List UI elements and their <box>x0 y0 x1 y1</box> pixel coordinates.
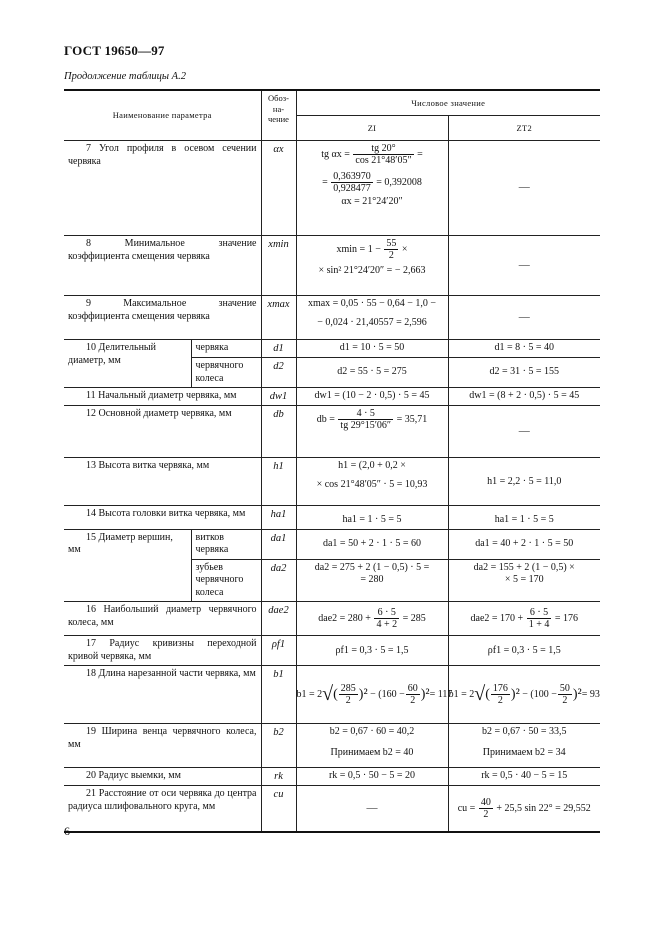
sqrt-icon: √ <box>322 683 334 706</box>
z1-value <box>296 666 453 724</box>
fraction <box>527 607 552 631</box>
formula-part: = 285 <box>402 613 426 625</box>
param-symbol: cu <box>261 786 296 832</box>
param-symbol: dae2 <box>261 602 296 636</box>
z1-value: — <box>296 786 448 832</box>
column-header-symbol: Обоз- на- чение <box>261 90 296 141</box>
column-header-z1: ZI <box>296 116 448 141</box>
formula-line: × 5 = 170 <box>504 574 544 586</box>
fraction <box>338 408 393 432</box>
column-header-zt2: ZT2 <box>448 116 600 141</box>
formula-part: dae2 = 170 + <box>470 613 524 625</box>
z1-value: d1 = 10 · 5 = 50 <box>296 340 448 358</box>
sqrt-icon: √ <box>474 683 486 706</box>
z1-value: da1 = 50 + 2 · 1 · 5 = 60 <box>296 529 448 559</box>
param-name: 14 Высота головки витка червяка, мм <box>64 506 261 530</box>
table-row <box>64 602 600 636</box>
table-row <box>64 236 600 296</box>
zt2-value: rk = 0,5 · 40 − 5 = 15 <box>448 768 600 786</box>
zt2-value <box>448 602 600 636</box>
param-symbol: da2 <box>261 559 296 602</box>
zt2-value: da1 = 40 + 2 · 1 · 5 = 50 <box>448 529 600 559</box>
zt2-value: — <box>448 141 600 236</box>
numerator: 4 · 5 <box>338 408 393 420</box>
numerator: 60 <box>407 683 418 694</box>
formula-part: = 0,392008 <box>376 176 422 188</box>
param-symbol: αx <box>261 141 296 236</box>
param-name: 9 Максимальное значение коэффициента смещения червяка <box>64 296 261 340</box>
column-header-numeric: Числовое значение <box>296 90 600 116</box>
param-subname: витков червяка <box>191 529 261 559</box>
formula-line: × cos 21°48′05″ · 5 = 10,93 <box>316 478 428 490</box>
formula-line: h1 = (2,0 + 0,2 × <box>338 460 406 472</box>
param-symbol: ha1 <box>261 506 296 530</box>
numerator: 176 <box>492 683 508 694</box>
left-paren-icon: ( <box>333 687 338 702</box>
fraction <box>479 797 493 821</box>
table-continuation-caption: Продолжение таблицы А.2 <box>64 71 186 82</box>
zt2-value: — <box>448 406 600 458</box>
param-subname: червяка <box>191 340 261 358</box>
accepted-value: Принимаем b2 = 40 <box>330 746 414 758</box>
fraction <box>558 683 572 707</box>
denominator: 2 <box>388 250 394 261</box>
denominator: 0,928477 <box>333 182 371 194</box>
z1-value <box>296 406 448 458</box>
formula-part: = 176 <box>554 613 578 625</box>
formula-part: = 35,71 <box>396 414 428 426</box>
param-symbol: dw1 <box>261 388 296 406</box>
zt2-value <box>448 724 600 768</box>
page-number: 6 <box>64 824 70 838</box>
table-header-row <box>64 90 600 116</box>
zt2-value <box>448 559 600 602</box>
zt2-value <box>448 786 600 832</box>
param-symbol: db <box>261 406 296 458</box>
table-row <box>64 141 600 236</box>
parameters-table <box>64 89 600 833</box>
fraction <box>374 607 399 631</box>
denominator: 2 <box>562 695 568 706</box>
zt2-value: ρf1 = 0,3 · 5 = 1,5 <box>448 636 600 666</box>
fraction <box>491 683 510 707</box>
param-symbol: xmax <box>261 296 296 340</box>
z1-value: ρf1 = 0,3 · 5 = 1,5 <box>296 636 448 666</box>
formula-line: = 280 <box>360 574 384 586</box>
param-symbol: h1 <box>261 458 296 506</box>
numerator: tg 20° <box>353 143 413 155</box>
z1-value <box>296 236 448 296</box>
table-row <box>64 296 600 340</box>
formula-part: = <box>322 176 328 188</box>
param-symbol: da1 <box>261 529 296 559</box>
param-name: 10 Делительный диаметр, мм <box>64 340 191 388</box>
right-paren-icon: )² <box>358 687 368 702</box>
formula-part: × <box>401 244 408 256</box>
fraction <box>339 683 358 707</box>
right-paren-icon: )² <box>572 687 582 702</box>
formula-line: b2 = 0,67 · 50 = 33,5 <box>481 726 567 738</box>
param-name: 19 Ширина венца червячного колеса, мм <box>64 724 261 768</box>
param-name: 7 Угол профиля в осевом сечении червяка <box>64 141 261 236</box>
formula-line: × sin² 21°24′20″ = − 2,663 <box>318 264 426 276</box>
formula-part: b1 = 2 <box>296 689 323 701</box>
param-name: 16 Наибольший диаметр червячного колеса, мм <box>64 602 261 636</box>
denominator: tg 29°15′06″ <box>340 420 392 432</box>
formula-line: da2 = 155 + 2 (1 − 0,5) × <box>473 561 575 573</box>
z1-value: rk = 0,5 · 50 − 5 = 20 <box>296 768 448 786</box>
param-name: 15 Диаметр вершин, мм <box>64 529 191 602</box>
formula-part: + 25,5 sin 22° = 29,552 <box>496 802 591 814</box>
formula-part: = 93 <box>581 689 600 701</box>
denominator: 2 <box>483 808 489 820</box>
numerator: 285 <box>340 683 356 694</box>
param-name: 18 Длина нарезанной части червяка, мм <box>64 666 261 724</box>
denominator: 2 <box>497 695 503 706</box>
z1-value <box>296 458 448 506</box>
table-row <box>64 458 600 506</box>
param-symbol: d2 <box>261 358 296 388</box>
zt2-value <box>448 666 600 724</box>
table-row <box>64 724 600 768</box>
denominator: 4 + 2 <box>376 619 398 630</box>
param-name: 8 Минимальное значение коэффициента смещения червяка <box>64 236 261 296</box>
denominator: 2 <box>410 695 416 706</box>
param-name: 17 Радиус кривизны переходной кривой червяка, мм <box>64 636 261 666</box>
formula-part: tg αx = <box>321 149 350 161</box>
numerator: 6 · 5 <box>374 607 399 619</box>
param-name: 20 Радиус выемки, мм <box>64 768 261 786</box>
param-name: 11 Начальный диаметр червяка, мм <box>64 388 261 406</box>
formula-part: db = <box>316 414 335 426</box>
right-paren-icon: )² <box>510 687 520 702</box>
z1-value <box>296 141 448 236</box>
z1-value: d2 = 55 · 5 = 275 <box>296 358 448 388</box>
param-name: 13 Высота витка червяка, мм <box>64 458 261 506</box>
denominator: 1 + 4 <box>528 619 550 630</box>
numerator: 0,363970 <box>333 170 371 182</box>
column-header-parameter: Наименование параметра <box>64 90 261 141</box>
table-row <box>64 529 600 559</box>
zt2-value: ha1 = 1 · 5 = 5 <box>448 506 600 530</box>
z1-value <box>296 724 448 768</box>
table-row <box>64 506 600 530</box>
table-row <box>64 388 600 406</box>
fraction <box>331 171 373 195</box>
formula-part: cu = <box>457 802 476 814</box>
formula-part: dae2 = 280 + <box>318 613 371 625</box>
z1-value: dw1 = (10 − 2 · 0,5) · 5 = 45 <box>296 388 448 406</box>
right-paren-icon: )² <box>420 687 430 702</box>
z1-value: ha1 = 1 · 5 = 5 <box>296 506 448 530</box>
z1-value <box>296 602 448 636</box>
param-symbol: b1 <box>261 666 296 724</box>
param-subname: червячного колеса <box>191 358 261 388</box>
left-paren-icon: ( <box>485 687 490 702</box>
param-symbol: xmin <box>261 236 296 296</box>
numerator: 6 · 5 <box>527 607 552 619</box>
param-name: 12 Основной диаметр червяка, мм <box>64 406 261 458</box>
table-row <box>64 406 600 458</box>
fraction <box>353 143 413 167</box>
formula-line: αx = 21°24′20″ <box>341 196 403 207</box>
table-row <box>64 666 600 724</box>
zt2-value: d2 = 31 · 5 = 155 <box>448 358 600 388</box>
formula-part: b1 = 2 <box>448 689 475 701</box>
accepted-value: Принимаем b2 = 34 <box>482 746 566 758</box>
formula-part: − (160 − <box>370 689 405 701</box>
param-symbol: rk <box>261 768 296 786</box>
numerator: 55 <box>386 238 397 249</box>
z1-value <box>296 296 448 340</box>
formula-line: − 0,024 · 21,40557 = 2,596 <box>317 316 427 328</box>
zt2-value: — <box>448 296 600 340</box>
zt2-value: — <box>448 236 600 296</box>
zt2-value: d1 = 8 · 5 = 40 <box>448 340 600 358</box>
document-code: ГОСТ 19650—97 <box>64 43 165 58</box>
numerator: 40 <box>480 796 491 808</box>
denominator: cos 21°48′05″ <box>355 155 412 166</box>
formula-line: xmax = 0,05 · 55 − 0,64 − 1,0 − <box>307 298 437 309</box>
param-subname: зубьев червячного колеса <box>191 559 261 602</box>
numerator: 50 <box>559 683 570 694</box>
table-row <box>64 786 600 832</box>
param-symbol: d1 <box>261 340 296 358</box>
zt2-value: h1 = 2,2 · 5 = 11,0 <box>448 458 600 506</box>
table-row <box>64 768 600 786</box>
table-row <box>64 636 600 666</box>
formula-part: − (100 − <box>522 689 557 701</box>
denominator: 2 <box>345 695 351 706</box>
z1-value <box>296 559 448 602</box>
formula-part: = <box>417 149 423 161</box>
formula-line: b2 = 0,67 · 60 = 40,2 <box>329 726 415 738</box>
fraction <box>384 238 398 262</box>
param-symbol: ρf1 <box>261 636 296 666</box>
param-symbol: b2 <box>261 724 296 768</box>
param-name: 21 Расстояние от оси червяка до центра радиуса шлифовального круга, мм <box>64 786 261 832</box>
formula-line: da2 = 275 + 2 (1 − 0,5) · 5 = <box>314 561 430 573</box>
formula-part: xmin = 1 − <box>336 244 381 256</box>
fraction <box>406 683 420 707</box>
table-row <box>64 340 600 358</box>
zt2-value: dw1 = (8 + 2 · 0,5) · 5 = 45 <box>448 388 600 406</box>
formula-part: = 117 <box>429 689 453 701</box>
